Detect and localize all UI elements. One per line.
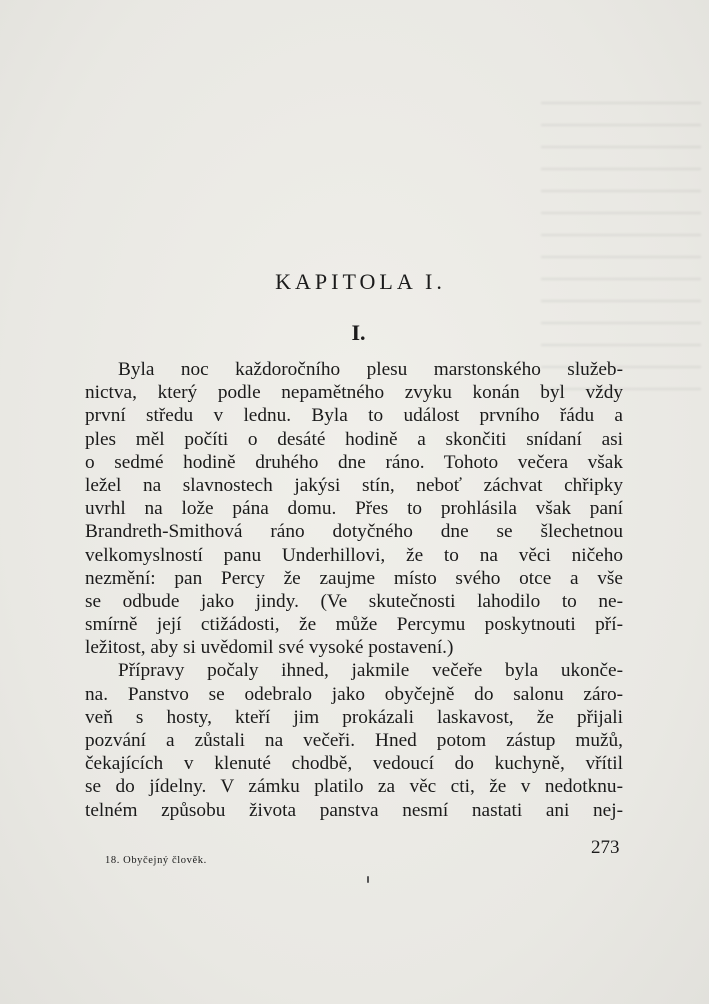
chapter-title: KAPITOLA I. [275, 269, 446, 294]
text-line: ležitost, aby si uvědomil své vysoké postavení.) [85, 637, 454, 659]
page-number: 273 [591, 837, 620, 858]
text-line: uvrhl na lože pána domu. Přes to prohlásila však paní [85, 498, 623, 520]
text-line: na. Panstvo se odebralo jako obyčejně do salonu záro- [85, 683, 623, 705]
text-line: Byla noc každoročního plesu marstonského služeb- [118, 359, 623, 380]
text-line: čekajících v klenuté chodbě, vedoucí do kuchyně, vřítil [85, 753, 623, 775]
text-line: se odbude jako jindy. (Ve skutečnosti lahodilo to ne- [85, 590, 623, 612]
paper-speck [367, 876, 369, 883]
footer-signature: 18. Obyčejný člověk. [105, 855, 207, 866]
text-line: o sedmé hodině druhého dne ráno. Tohoto večera však [85, 451, 623, 473]
text-line: se do jídelny. V zámku platilo za věc cti, že v nedotknu- [85, 776, 623, 798]
text-line: nezmění: pan Percy že zaujme místo svého otce a vše [85, 567, 623, 589]
text-line: veň s hosty, kteří jim prokázali laskavost, že přijali [85, 706, 623, 728]
text-line: smírně její ctižádosti, že může Percymu poskytnouti pří- [85, 614, 623, 636]
text-line: pozvání a zůstali na večeři. Hned potom zástup mužů, [85, 730, 623, 751]
text-line: první středu v lednu. Byla to událost prvního řádu a [85, 405, 623, 427]
section-number: I. [351, 320, 366, 345]
text-line: telném způsobu života panstva nesmí nastati ani nej- [85, 799, 623, 821]
text-line: velkomyslností panu Underhillovi, že to na věci ničeho [85, 544, 623, 566]
text-line: Brandreth-Smithová ráno dotyčného dne se šlechetnou [85, 521, 623, 543]
text-line: ples měl počíti o desáté hodině a skončiti snídaní asi [85, 428, 623, 450]
text-line: ležel na slavnostech jakýsi stín, neboť záchvat chřipky [85, 474, 623, 496]
body-text [85, 358, 623, 822]
text-line: Přípravy počaly ihned, jakmile večeře byla ukonče- [118, 660, 623, 682]
text-line: nictva, který podle nepamětného zvyku konán byl vždy [85, 382, 623, 404]
